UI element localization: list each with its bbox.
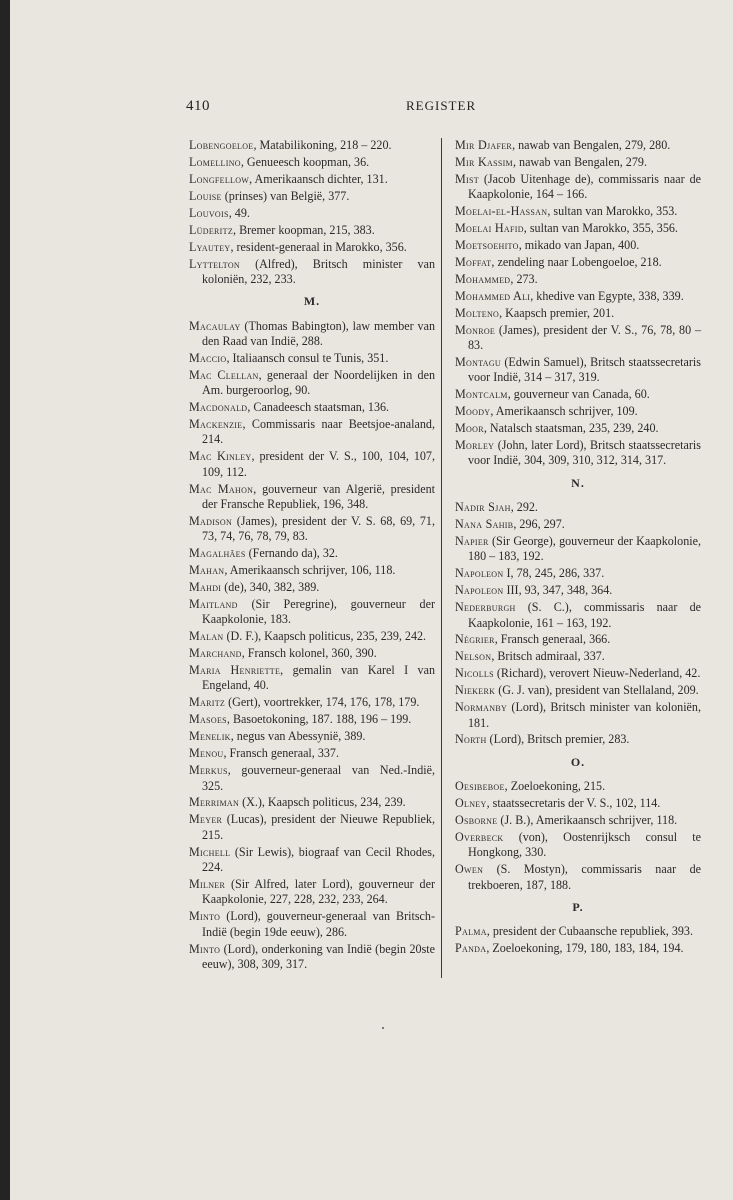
index-entry (455, 600, 701, 631)
index-entry (189, 845, 435, 876)
entry-name: Marchand (189, 646, 242, 661)
index-entry (189, 223, 435, 238)
index-entry (189, 712, 435, 727)
entry-details: , Bremer koopman, 215, 383. (233, 222, 375, 237)
index-entry (455, 255, 701, 270)
index-entry (455, 204, 701, 219)
index-entry (189, 206, 435, 221)
index-entry (189, 257, 435, 288)
entry-name: Maitland (189, 596, 238, 611)
entry-name: Mahdi (189, 580, 222, 595)
index-entry (189, 400, 435, 415)
entry-name: Overbeck (455, 829, 504, 844)
entry-name: Lüderitz (189, 222, 234, 237)
index-entry (189, 351, 435, 366)
index-entry (189, 546, 435, 561)
entry-details: (Sir Peregrine), gouverneur der Kaapkolonie, 183. (202, 596, 435, 627)
entry-details: , Zoeloekoning, 215. (504, 779, 606, 794)
entry-details: , zendeling naar Lobengoeloe, 218. (491, 254, 662, 269)
index-entry (455, 700, 701, 731)
index-entry (189, 663, 435, 694)
entry-details: , Fransch generaal, 337. (223, 746, 340, 761)
index-entry (189, 172, 435, 187)
index-entry (455, 138, 701, 153)
entry-name: Louvois (189, 205, 229, 220)
entry-name: Osborne (455, 813, 498, 828)
index-entry (455, 500, 701, 515)
entry-name: Moelai-el-Hassan (455, 204, 548, 219)
index-entry (455, 796, 701, 811)
entry-name: Mahan (189, 563, 225, 578)
index-entry (455, 438, 701, 469)
entry-details: , Zoeloekoning, 179, 180, 183, 184, 194. (486, 941, 684, 956)
entry-details: , Kaapsch premier, 201. (499, 305, 615, 320)
entry-details: (Fernando da), 32. (245, 546, 338, 561)
index-entry (455, 387, 701, 402)
index-entry (455, 830, 701, 861)
index-entry (189, 695, 435, 710)
entry-name: Merriman (189, 795, 240, 810)
index-entry (189, 812, 435, 843)
entry-details: , gouverneur-generaal van Ned.-Indië, 325. (202, 763, 435, 793)
entry-details: (Sir Alfred, later Lord), gouverneur der Kaapkolonie, 227, 228, 232, 233, 264. (202, 876, 435, 907)
page-number: 410 (186, 98, 210, 114)
entry-details: , Canadeesch staatsman, 136. (247, 400, 390, 415)
entry-details: I, 78, 245, 286, 337. (503, 566, 605, 581)
index-entry (189, 138, 435, 153)
index-entry (455, 172, 701, 203)
entry-details: , staatssecretaris der V. S., 102, 114. (486, 796, 661, 811)
entry-name: Mac Clellan (189, 367, 259, 382)
entry-name: Nadir Sjah (455, 500, 511, 515)
page-mark (382, 1027, 384, 1029)
index-entry (455, 649, 701, 664)
index-entry (455, 323, 701, 354)
entry-name: Monroe (455, 322, 496, 337)
entry-name: Lyttelton (189, 256, 240, 271)
index-entry (189, 240, 435, 255)
entry-details: , gemalin van Karel I van Engeland, 40. (202, 663, 436, 693)
entry-details: (Edwin Samuel), Britsch staatssecretaris voor Indië, 314 – 317, 319. (468, 355, 701, 385)
entry-name: Lomellino (189, 154, 241, 169)
entry-details: (prinses) van België, 377. (221, 188, 350, 203)
entry-details: , Britsch admiraal, 337. (491, 649, 605, 664)
entry-name: Mac Mahon (189, 481, 254, 496)
entry-details: , president der V. S., 100, 104, 107, 109, 112. (202, 449, 435, 479)
entry-details: , Fransch kolonel, 360, 390. (241, 646, 377, 661)
entry-details: (Lucas), president der Nieuwe Republiek, 215. (202, 812, 435, 842)
entry-details: , Commissaris naar Beetsjoe-analand, 214. (202, 417, 435, 447)
entry-name: Mist (455, 171, 479, 186)
index-entry (455, 404, 701, 419)
index-entry (189, 155, 435, 170)
index-entry (455, 155, 701, 170)
entry-name: Moody (455, 404, 491, 419)
entry-name: Maria Henriette (189, 663, 281, 678)
entry-details: (Richard), verovert Nieuw-Nederland, 42. (493, 666, 701, 681)
index-entry (189, 597, 435, 628)
entry-details: , Italiaansch consul te Tunis, 351. (226, 350, 389, 365)
column-divider (441, 138, 442, 978)
entry-name: Mir Kassim (455, 154, 513, 169)
entry-name: Menou (189, 746, 224, 761)
entry-details: , 292. (510, 500, 538, 515)
index-entry (189, 763, 435, 794)
entry-details: , 49. (228, 205, 250, 220)
index-entry (189, 729, 435, 744)
index-entry (189, 942, 435, 973)
entry-name: Michell (189, 844, 231, 859)
entry-details: (Sir Lewis), biograaf van Cecil Rhodes, 224. (202, 844, 435, 874)
index-entry (189, 449, 435, 480)
entry-details: , sultan van Marokko, 355, 356. (523, 221, 678, 236)
index-entry (455, 534, 701, 565)
entry-name: Nederburgh (455, 600, 516, 615)
entry-name: Panda (455, 941, 487, 956)
entry-name: Madison (189, 513, 233, 528)
index-entry (455, 306, 701, 321)
entry-name: North (455, 732, 487, 747)
entry-name: Moffat (455, 254, 492, 269)
entry-details: , president der Cubaansche republiek, 393. (486, 924, 693, 939)
entry-name: Mohammed (455, 271, 511, 286)
entry-name: Moelai Hafid (455, 221, 524, 236)
entry-name: Morley (455, 438, 495, 453)
entry-name: Malan (189, 629, 224, 644)
entry-name: Moor (455, 421, 484, 436)
index-entry (189, 514, 435, 545)
entry-name: Nelson (455, 649, 492, 664)
entry-details: , Amerikaansch dichter, 131. (249, 171, 388, 186)
entry-details: (Lord), gouverneur-generaal van Britsch-Indië (begin 19de eeuw), 286. (202, 909, 435, 939)
scan-border (0, 0, 10, 1200)
index-entry (455, 632, 701, 647)
entry-name: Nicolls (455, 666, 494, 681)
entry-details: (Jacob Uitenhage de), commissaris naar de Kaapkolonie, 164 – 166. (468, 171, 701, 202)
index-entry (455, 924, 701, 939)
entry-details: (Thomas Babington), law member van den Raad van Indië, 288. (202, 318, 435, 348)
entry-details: (S. C.), commissaris naar de Kaapkolonie, 161 – 163, 192. (468, 600, 701, 630)
entry-name: Lyautey (189, 239, 231, 254)
index-entry (189, 189, 435, 204)
entry-name: Olney (455, 796, 487, 811)
entry-name: Oesibeboe (455, 779, 505, 794)
index-entry (455, 421, 701, 436)
entry-name: Napoleon (455, 566, 504, 581)
index-column-right (455, 138, 701, 958)
index-entry (455, 862, 701, 893)
entry-name: Macaulay (189, 318, 241, 333)
entry-name: Mohammed Ali (455, 288, 531, 303)
entry-name: Meyer (189, 812, 223, 827)
index-entry (455, 732, 701, 747)
index-entry (189, 877, 435, 908)
entry-name: Masoes (189, 712, 227, 727)
entry-details: , sultan van Marokko, 353. (547, 204, 678, 219)
index-entry (455, 355, 701, 386)
entry-name: Milner (189, 876, 226, 891)
entry-details: (Lord), Britsch minister van koloniën, 181. (468, 700, 701, 730)
entry-details: (J. B.), Amerikaansch schrijver, 118. (497, 813, 678, 828)
entry-name: Louise (189, 188, 222, 203)
entry-details: , nawab van Bengalen, 279. (512, 154, 647, 169)
entry-name: Mackenzie (189, 417, 243, 432)
letter-heading: P. (572, 899, 584, 914)
entry-details: (Sir George), gouverneur der Kaapkolonie, 180 – 183, 192. (468, 534, 701, 564)
entry-name: Menelik (189, 729, 231, 744)
index-entry (189, 482, 435, 513)
entry-name: Mir Djafer (455, 138, 513, 152)
letter-heading: N. (571, 475, 585, 490)
index-entry (189, 629, 435, 644)
entry-name: Nana Sahib (455, 517, 514, 532)
index-entry (455, 779, 701, 794)
entry-name: Palma (455, 924, 487, 939)
entry-name: Molteno (455, 305, 500, 320)
entry-name: Longfellow (189, 171, 250, 186)
entry-name: Lobengoeloe (189, 138, 254, 152)
entry-details: (S. Mostyn), commissaris naar de trekboeren, 187, 188. (468, 862, 701, 892)
index-column-left (189, 138, 435, 974)
entry-details: , Matabilikoning, 218 – 220. (253, 138, 392, 152)
index-entry (455, 683, 701, 698)
letter-heading: M. (303, 294, 321, 309)
index-entry (455, 221, 701, 236)
entry-details: , generaal der Noordelijken in den Am. burgeroorlog, 90. (202, 367, 436, 398)
index-entry (455, 517, 701, 532)
entry-name: Owen (455, 862, 484, 877)
entry-details: , Genueesch koopman, 36. (240, 154, 370, 169)
entry-name: Mac Kinley (189, 449, 252, 464)
entry-details: , Natalsch staatsman, 235, 239, 240. (483, 421, 659, 436)
index-entry (189, 417, 435, 448)
entry-details: (John, later Lord), Britsch staatssecretaris voor Indië, 304, 309, 310, 312, 314, 317. (468, 438, 701, 468)
entry-details: , Basoetokoning, 187. 188, 196 – 199. (226, 712, 412, 727)
index-entry (189, 909, 435, 940)
entry-details: , gouverneur van Algerië, president der Fransche Republiek, 196, 348. (202, 481, 435, 511)
entry-details: (James), president der V. S. 68, 69, 71, 73, 74, 76, 78, 79, 83. (202, 513, 435, 544)
index-entry (189, 646, 435, 661)
entry-details: (X.), Kaapsch politicus, 234, 239. (239, 795, 406, 810)
entry-name: Napier (455, 534, 489, 548)
entry-name: Négrier (455, 632, 495, 647)
index-entry (455, 272, 701, 287)
entry-name: Minto (189, 941, 221, 956)
index-entry (455, 583, 701, 598)
entry-details: (Lord), onderkoning van Indië (begin 20ste eeuw), 308, 309, 317. (202, 941, 435, 971)
index-entry (455, 813, 701, 828)
entry-details: III, 93, 347, 348, 364. (503, 583, 613, 598)
entry-name: Montcalm (455, 387, 508, 402)
entry-name: Minto (189, 909, 221, 924)
entry-details: (Gert), voortrekker, 174, 176, 178, 179. (225, 695, 420, 710)
entry-name: Niekerk (455, 683, 496, 698)
entry-name: Merkus (189, 763, 228, 778)
index-entry (455, 238, 701, 253)
entry-details: , resident-generaal in Marokko, 356. (230, 239, 407, 254)
entry-name: Moetsoehito (455, 238, 519, 253)
index-entry (455, 941, 701, 956)
entry-details: , 273. (510, 271, 538, 286)
index-entry (189, 746, 435, 761)
entry-details: (D. F.), Kaapsch politicus, 235, 239, 242. (223, 629, 427, 644)
entry-name: Macdonald (189, 400, 248, 415)
entry-details: (von), Oostenrijksch consul te Hongkong, 330. (468, 829, 701, 860)
entry-details: , mikado van Japan, 400. (518, 238, 640, 253)
entry-details: (Lord), Britsch premier, 283. (486, 732, 630, 747)
entry-details: , 296, 297. (513, 517, 565, 532)
entry-name: Montagu (455, 355, 501, 369)
entry-details: , negus van Abessynië, 389. (230, 729, 366, 744)
index-entry (189, 563, 435, 578)
entry-name: Magalhães (189, 546, 246, 561)
index-entry (189, 368, 435, 399)
entry-details: , Amerikaansch schrijver, 109. (490, 404, 638, 419)
entry-details: , nawab van Bengalen, 279, 280. (512, 138, 671, 152)
entry-name: Maritz (189, 695, 226, 710)
entry-details: (de), 340, 382, 389. (221, 580, 320, 595)
entry-name: Napoleon (455, 583, 504, 598)
index-entry (455, 666, 701, 681)
entry-details: (Alfred), Britsch minister van koloniën, 232, 233. (202, 256, 435, 286)
entry-details: , khedive van Egypte, 338, 339. (530, 288, 684, 303)
letter-heading: O. (570, 754, 586, 769)
entry-details: (James), president der V. S., 76, 78, 80 – 83. (468, 322, 701, 353)
entry-details: , Fransch generaal, 366. (494, 632, 611, 647)
entry-details: , Amerikaansch schrijver, 106, 118. (224, 563, 396, 578)
entry-details: , gouverneur van Canada, 60. (507, 387, 650, 402)
entry-name: Normanby (455, 700, 508, 715)
index-entry (455, 566, 701, 581)
index-entry (189, 319, 435, 350)
index-entry (189, 580, 435, 595)
entry-details: (G. J. van), president van Stellaland, 209. (495, 683, 699, 698)
index-entry (455, 289, 701, 304)
entry-name: Maccio (189, 350, 227, 365)
running-title: REGISTER (406, 98, 477, 113)
page-header (186, 98, 726, 118)
index-entry (189, 795, 435, 810)
